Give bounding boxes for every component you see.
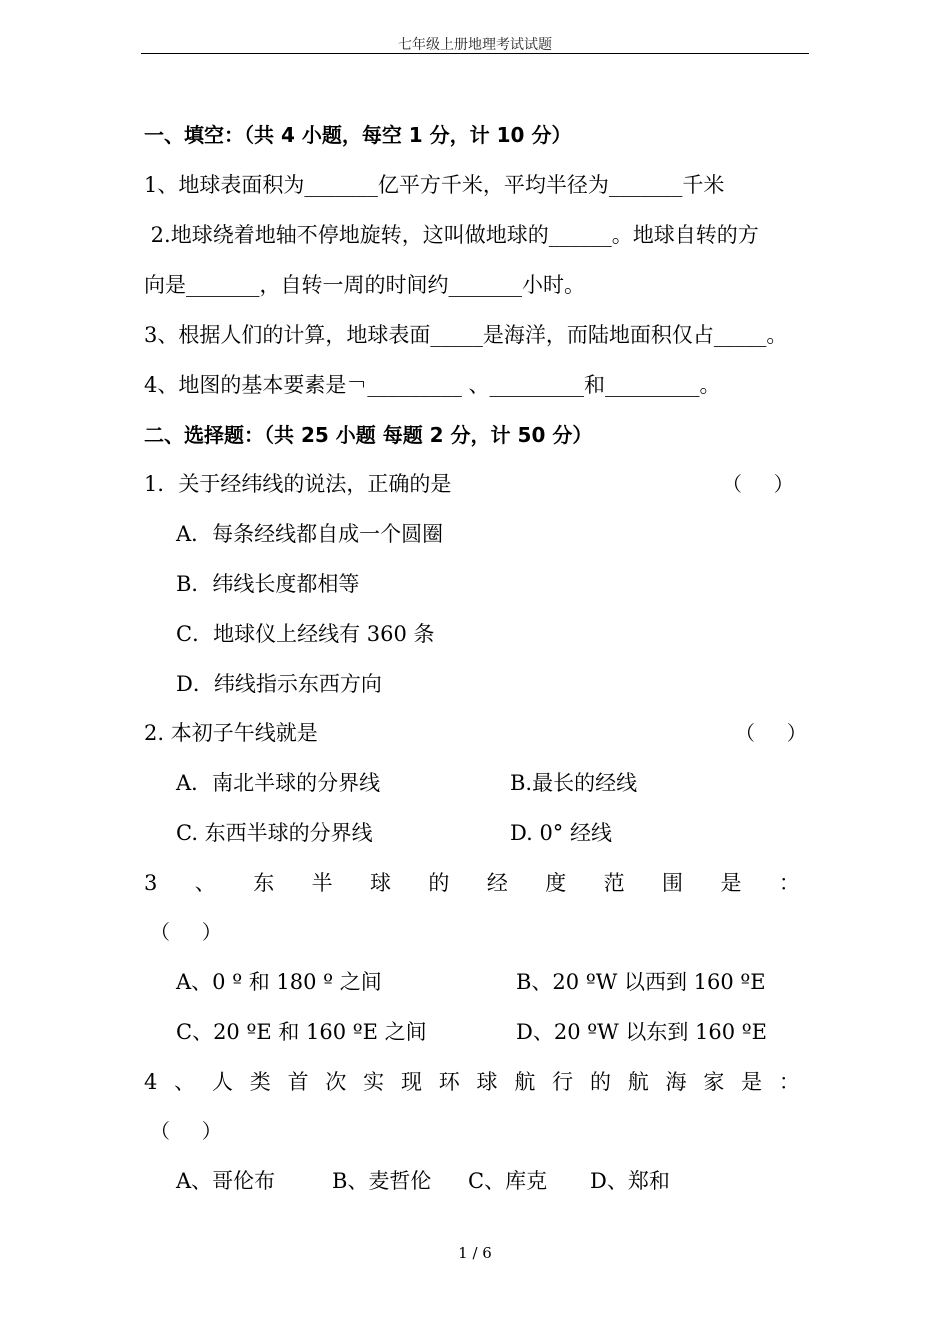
stem-char: 实 (363, 1070, 385, 1094)
stem-char: 行 (552, 1070, 574, 1094)
stem-char: 东 (253, 871, 275, 895)
page-header: 七年级上册地理考试试题 (398, 37, 552, 53)
option-c: C、20 ºE 和 160 ºE 之间 (176, 1020, 427, 1044)
fill-question-3: 3、根据人们的计算，地球表面_____是海洋，而陆地面积仅占_____。 (144, 323, 788, 347)
stem-char: 经 (486, 871, 508, 895)
choice-question-1-stem: 1．关于经纬线的说法，正确的是 (144, 472, 452, 496)
stem-char: 的 (589, 1070, 611, 1094)
stem-char: 航 (514, 1070, 536, 1094)
option-d: D．纬线指示东西方向 (176, 672, 382, 696)
option-a: A、0 º 和 180 º 之间 (176, 970, 382, 994)
stem-char: 范 (603, 871, 625, 895)
stem-char: 首 (287, 1070, 309, 1094)
stem-char: 海 (665, 1070, 687, 1094)
option-a: A．南北半球的分界线 (176, 771, 381, 795)
option-d: D. 0° 经线 (510, 821, 612, 845)
stem-char: 球 (476, 1070, 498, 1094)
option-a: A、哥伦布 (176, 1169, 276, 1193)
stem-char: 航 (627, 1070, 649, 1094)
choice-question-2-stem: 2. 本初子午线就是 (144, 721, 318, 745)
stem-char: 类 (249, 1070, 271, 1094)
option-b: B.最长的经线 (510, 771, 638, 795)
stem-char: 、 (174, 1070, 196, 1094)
section1-heading: 一、填空：（共 4 小题，每空 1 分，计 10 分） (144, 123, 572, 147)
stem-char: 度 (545, 871, 567, 895)
choice-question-3-stem (144, 869, 800, 897)
option-c: C．地球仪上经线有 360 条 (176, 622, 435, 646)
option-b: B．纬线长度都相等 (176, 572, 360, 596)
fill-question-1: 1、地球表面积为_______亿平方千米，平均半径为_______千米 (144, 173, 725, 197)
fill-question-2-line1: 2.地球绕着地轴不停地旋转，这叫做地球的______。地球自转的方 (144, 223, 759, 247)
fill-question-4: 4、地图的基本要素是￢_________ 、_________和_________。 (144, 373, 721, 397)
option-d: D、20 ºW 以东到 160 ºE (516, 1020, 768, 1044)
option-b: B、20 ºW 以西到 160 ºE (516, 970, 766, 994)
stem-char: 现 (400, 1070, 422, 1094)
stem-char: ： (778, 871, 800, 895)
stem-char: 围 (662, 871, 684, 895)
section2-heading: 二、选择题：（共 25 小题 每题 2 分，计 50 分） (144, 423, 593, 447)
stem-char: 次 (325, 1070, 347, 1094)
option-b: B、麦哲伦 (332, 1169, 432, 1193)
stem-char: 人 (211, 1070, 233, 1094)
answer-paren: （ ） (150, 1119, 222, 1143)
fill-question-2-line2: 向是_______，自转一周的时间约_______小时。 (144, 273, 585, 297)
choice-question-4-stem (144, 1068, 800, 1096)
answer-paren: （ ） (735, 721, 807, 745)
page-number: 1 / 6 (458, 1244, 492, 1262)
option-c: C. 东西半球的分界线 (176, 821, 373, 845)
stem-char: 环 (438, 1070, 460, 1094)
stem-char: 家 (703, 1070, 725, 1094)
header-divider (141, 53, 809, 54)
answer-paren: （ ） (150, 920, 222, 944)
stem-char: 是 (720, 871, 742, 895)
stem-char: 球 (370, 871, 391, 895)
stem-char: 3 (144, 871, 158, 895)
option-a: A．每条经线都自成一个圆圈 (176, 522, 444, 546)
answer-paren: （ ） (722, 472, 794, 496)
stem-char: ： (778, 1070, 800, 1094)
stem-char: 的 (428, 871, 450, 895)
stem-char: 半 (311, 871, 333, 895)
option-c: C、库克 (468, 1169, 548, 1193)
option-d: D、郑和 (590, 1169, 670, 1193)
stem-char: 4 (144, 1070, 158, 1094)
stem-char: 、 (194, 871, 216, 895)
stem-char: 是 (741, 1070, 763, 1094)
